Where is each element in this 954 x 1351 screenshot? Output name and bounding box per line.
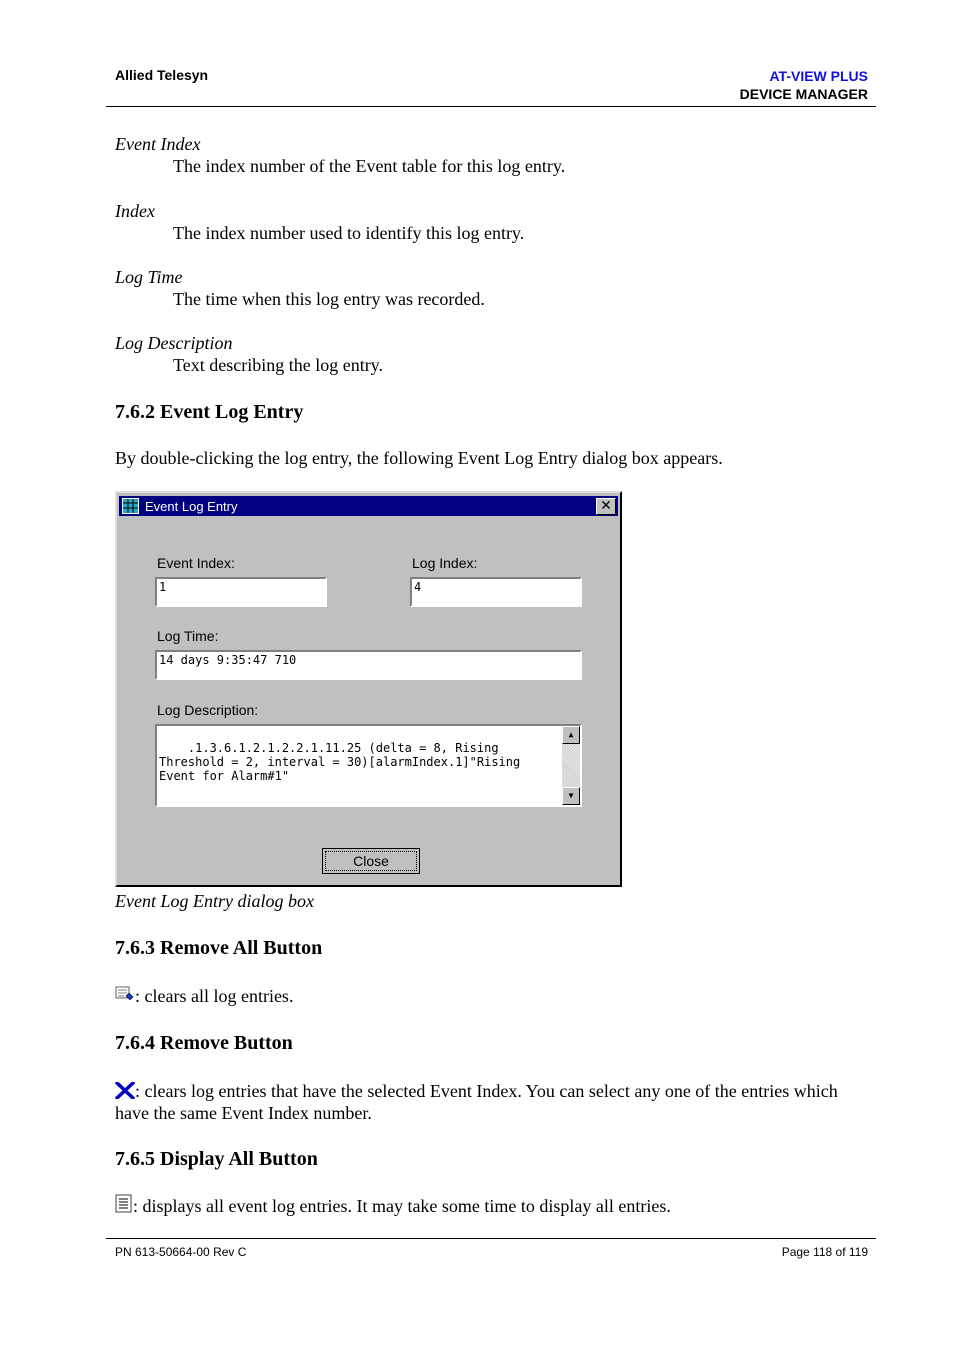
close-button-label: Close	[325, 851, 417, 871]
display-all-text: : displays all event log entries. It may take some time to display all entries.	[133, 1196, 671, 1216]
desc-event-index: The index number of the Event table for this log entry.	[173, 156, 566, 176]
description-scrollbar[interactable]	[562, 726, 580, 805]
remove-all-icon	[115, 986, 135, 1004]
log-time-label: Log Time:	[157, 628, 219, 644]
event-index-field[interactable]: 1	[155, 577, 327, 607]
para-remove	[115, 1080, 855, 1124]
part-number: PN 613-50664-00 Rev C	[115, 1245, 247, 1259]
desc-index: The index number used to identify this log entry.	[173, 223, 525, 243]
scroll-down-icon[interactable]: ▼	[562, 787, 580, 805]
scroll-up-icon[interactable]: ▲	[562, 726, 580, 744]
log-time-field[interactable]: 14 days 9:35:47 710	[155, 650, 582, 680]
log-description-text: .1.3.6.1.2.1.2.2.1.11.25 (delta = 8, Rising Threshold = 2, interval = 30)[alarmIndex.1]"Rising Event for Alarm#1"	[159, 741, 528, 783]
event-log-entry-dialog	[115, 491, 622, 887]
desc-log-time: The time when this log entry was recorded.	[173, 289, 485, 309]
close-button[interactable]	[322, 848, 420, 874]
desc-log-description: Text describing the log entry.	[173, 355, 384, 375]
heading-remove-all: 7.6.3 Remove All Button	[115, 937, 323, 959]
page-number: Page 118 of 119	[781, 1245, 868, 1259]
remove-all-text: : clears all log entries.	[135, 986, 294, 1006]
event-index-label: Event Index:	[157, 555, 235, 571]
section-name: DEVICE MANAGER	[739, 86, 868, 102]
log-index-field[interactable]: 4	[410, 577, 582, 607]
dialog-title: Event Log Entry	[145, 499, 238, 514]
para-event-log-entry: By double-clicking the log entry, the following Event Log Entry dialog box appears.	[115, 448, 723, 468]
remove-text: : clears log entries that have the selected Event Index. You can select any one of the entries which have the same Event Index number.	[115, 1081, 838, 1123]
heading-display-all: 7.6.5 Display All Button	[115, 1148, 318, 1170]
heading-remove: 7.6.4 Remove Button	[115, 1032, 293, 1054]
figure-caption: Event Log Entry dialog box	[115, 891, 314, 911]
footer-rule	[106, 1238, 876, 1239]
term-event-index: Event Index	[115, 134, 201, 154]
para-remove-all	[115, 985, 855, 1007]
term-log-description: Log Description	[115, 333, 233, 353]
header-right	[740, 67, 868, 103]
term-index: Index	[115, 201, 155, 221]
grid-app-icon	[122, 498, 139, 514]
para-display-all	[115, 1194, 855, 1217]
heading-event-log-entry: 7.6.2 Event Log Entry	[115, 401, 304, 423]
log-description-label: Log Description:	[157, 702, 259, 718]
log-index-label: Log Index:	[412, 555, 478, 571]
dialog-titlebar[interactable]	[119, 496, 618, 516]
log-description-textarea[interactable]	[155, 724, 582, 807]
product-name: AT-VIEW PLUS	[769, 68, 868, 84]
header-rule	[106, 106, 876, 107]
term-log-time: Log Time	[115, 267, 183, 287]
remove-x-icon	[115, 1082, 135, 1099]
company-name: Allied Telesyn	[115, 67, 209, 83]
dialog-close-icon[interactable]: ✕	[596, 498, 616, 515]
display-all-icon	[115, 1194, 133, 1214]
